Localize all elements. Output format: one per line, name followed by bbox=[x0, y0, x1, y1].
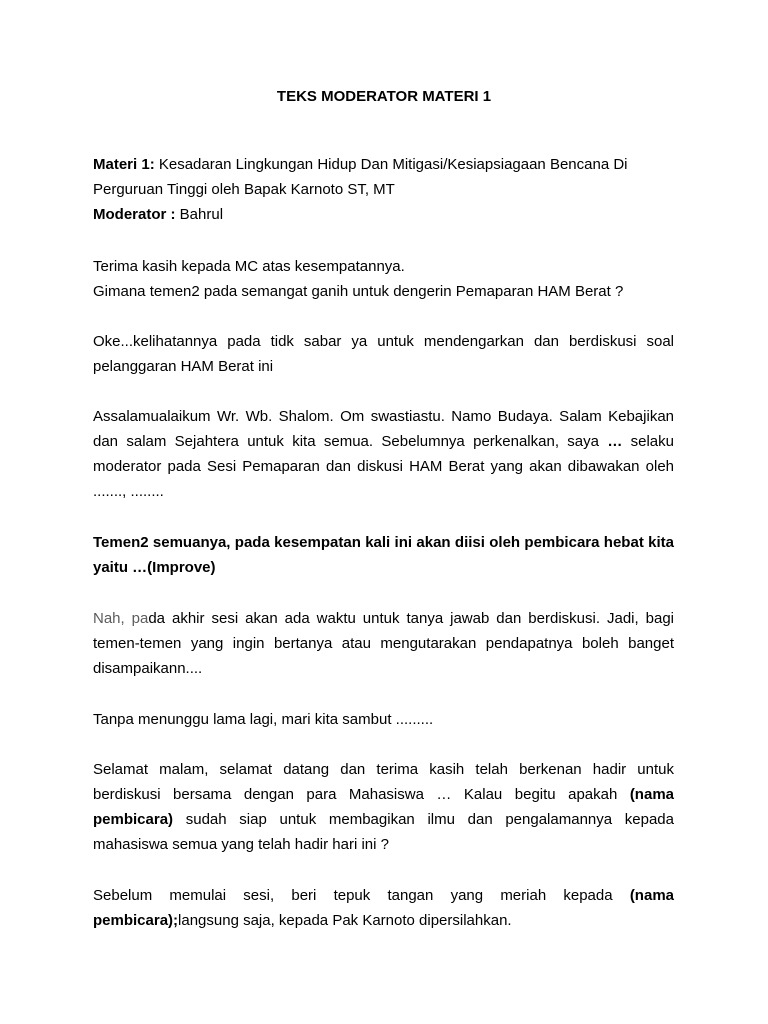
paragraph-8-after: langsung saja, kepada Pak Karnoto dipersilahkan. bbox=[178, 912, 512, 929]
paragraph-7-bold: (nama pembicara) bbox=[93, 786, 674, 828]
paragraph-6 bbox=[93, 707, 674, 732]
materi-line bbox=[93, 152, 674, 202]
paragraph-7-after: sudah siap untuk membagikan ilmu dan pengalamannya kepada mahasiswa semua yang telah hadir hari ini ? bbox=[93, 811, 674, 853]
materi-label: Materi 1: bbox=[93, 156, 155, 173]
paragraph-2-text: Oke...kelihatannya pada tidk sabar ya untuk mendengarkan dan berdiskusi soal pelanggaran HAM Berat ini bbox=[93, 333, 674, 375]
paragraph-3 bbox=[93, 404, 674, 504]
paragraph-5-faded: Nah, pa bbox=[93, 610, 149, 627]
paragraph-4 bbox=[93, 530, 674, 580]
paragraph-7-text bbox=[93, 757, 674, 857]
moderator-label: Moderator : bbox=[93, 206, 176, 223]
paragraph-5-rest: da akhir sesi akan ada waktu untuk tanya jawab dan berdiskusi. Jadi, bagi temen-temen yang ingin bertanya atau mengutarakan pendapatnya boleh banget disampaikann.... bbox=[93, 610, 674, 677]
paragraph-8-bold: (nama pembicara); bbox=[93, 887, 674, 929]
paragraph-5 bbox=[93, 606, 674, 681]
document-title: TEKS MODERATOR MATERI 1 bbox=[276, 88, 492, 105]
paragraph-5-text bbox=[93, 606, 674, 681]
paragraph-2 bbox=[93, 329, 674, 379]
paragraph-4-text: Temen2 semuanya, pada kesempatan kali ini akan diisi oleh pembicara hebat kita yaitu …(Improve) bbox=[93, 534, 674, 576]
paragraph-1-line-2: Gimana temen2 pada semangat ganih untuk dengerin Pemaparan HAM Berat ? bbox=[93, 283, 624, 300]
paragraph-1 bbox=[93, 254, 674, 304]
paragraph-3-ellipsis: … bbox=[607, 433, 623, 450]
moderator-line bbox=[93, 202, 674, 227]
paragraph-3-after: selaku moderator pada Sesi Pemaparan dan diskusi HAM Berat yang akan dibawakan oleh ......., ........ bbox=[93, 433, 674, 500]
paragraph-3-before: Assalamualaikum Wr. Wb. Shalom. Om swastiastu. Namo Budaya. Salam Kebajikan dan salam Sejahtera untuk kita semua. Sebelumnya perkenalkan, saya bbox=[93, 408, 674, 450]
paragraph-3-text bbox=[93, 404, 674, 504]
moderator-text: Bahrul bbox=[175, 206, 224, 223]
paragraph-7 bbox=[93, 757, 674, 857]
materi-text: Kesadaran Lingkungan Hidup Dan Mitigasi/Kesiapsiagaan Bencana Di Perguruan Tinggi oleh Bapak Karnoto ST, MT bbox=[93, 156, 628, 198]
paragraph-8 bbox=[93, 883, 674, 933]
paragraph-6-text: Tanpa menunggu lama lagi, mari kita sambut ......... bbox=[93, 711, 434, 728]
paragraph-7-before: Selamat malam, selamat datang dan terima kasih telah berkenan hadir untuk berdiskusi bersama dengan para Mahasiswa … Kalau begitu apakah bbox=[93, 761, 674, 803]
paragraph-8-before: Sebelum memulai sesi, beri tepuk tangan yang meriah kepada bbox=[93, 887, 630, 904]
materi-section bbox=[93, 152, 674, 227]
paragraph-1-line-1: Terima kasih kepada MC atas kesempatannya. bbox=[93, 258, 405, 275]
paragraph-8-text bbox=[93, 883, 674, 933]
